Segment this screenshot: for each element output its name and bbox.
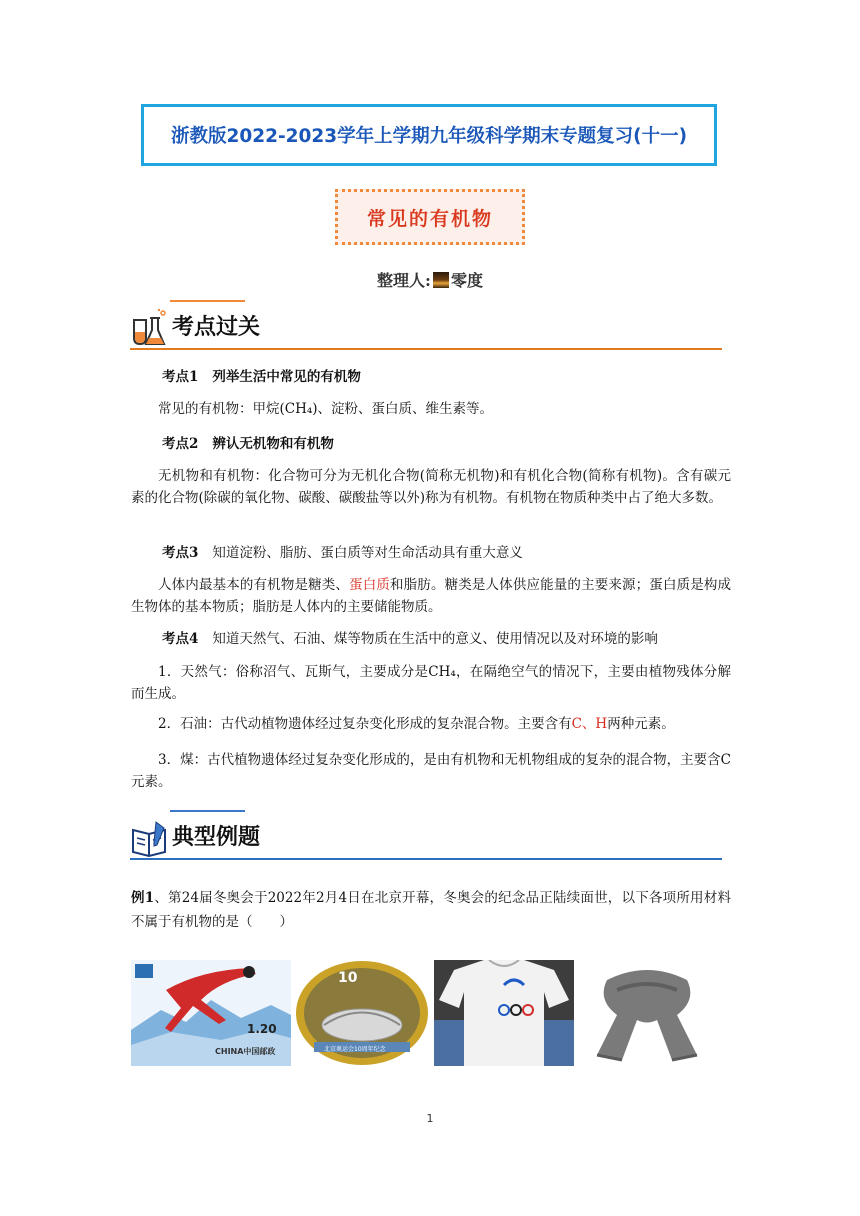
text-span: 人体内最基本的有机物是糖类、	[158, 577, 350, 593]
topic-title: 常见的有机物	[335, 189, 525, 245]
author-label: 整理人:	[377, 271, 431, 290]
image-scarf	[577, 960, 717, 1066]
kaodian-heading-text: 辨认无机物和有机物	[212, 436, 334, 452]
stamp-country: CHINA中国邮政	[215, 1047, 276, 1056]
highlight-text: 蛋白质	[349, 577, 391, 593]
example-images-row	[131, 960, 731, 1068]
author-line	[0, 268, 860, 291]
kaodian-label: 考点3	[162, 545, 199, 561]
kaodian-3-text	[131, 574, 731, 618]
section-header-examples	[130, 810, 722, 860]
author-avatar-icon	[433, 272, 449, 288]
kaodian-1-heading	[162, 366, 762, 388]
example-text: 、第24届冬奥会于2022年2月4日在北京开幕，冬奥会的纪念品正陆续面世，以下各项所用材料不属于有机物的是（ ）	[131, 890, 731, 930]
kaodian-label: 考点4	[162, 631, 199, 647]
section-header-kaodian	[130, 300, 722, 350]
stamp-value: 1.20	[247, 1022, 277, 1036]
image-tshirt	[434, 960, 574, 1066]
image-stamp	[131, 960, 291, 1066]
kaodian-heading-text: 知道天然气、石油、煤等物质在生活中的意义、使用情况以及对环境的影响	[212, 631, 658, 647]
kaodian-1-text: 常见的有机物：甲烷(CH₄)、淀粉、蛋白质、维生素等。	[158, 401, 494, 417]
section-title: 典型例题	[172, 825, 261, 850]
section-header-accent-line	[170, 300, 245, 302]
section-divider	[130, 348, 722, 350]
item-natural-gas: 1．天然气：俗称沼气、瓦斯气，主要成分是CH₄，在隔绝空气的情况下，主要由植物残体分解而生成。	[131, 664, 731, 702]
lab-flask-icon	[130, 308, 168, 348]
kaodian-2-heading	[162, 433, 762, 455]
coin-caption: 北京奥运会10周年纪念	[324, 1046, 386, 1053]
highlight-text: C、H	[571, 716, 608, 732]
author-name: 零度	[450, 271, 483, 290]
section-header-accent-line	[170, 810, 245, 812]
section-divider	[130, 858, 722, 860]
kaodian-label: 考点2	[162, 436, 199, 452]
document-title: 浙教版2022-2023学年上学期九年级科学期末专题复习(十一)	[141, 104, 717, 166]
kaodian-label: 考点1	[162, 369, 199, 385]
text-span: 两种元素。	[607, 716, 675, 732]
kaodian-4-heading	[162, 628, 762, 650]
kaodian-heading-text: 列举生活中常见的有机物	[212, 369, 361, 385]
item-coal: 3．煤：古代植物遗体经过复杂变化形成的，是由有机物和无机物组成的复杂的混合物，主要含C元素。	[131, 752, 731, 790]
example-1-question	[131, 886, 731, 934]
kaodian-2-text: 无机物和有机物：化合物可分为无机化合物(简称无机物)和有机化合物(简称有机物)。含有碳元素的化合物(除碳的氧化物、碳酸、碳酸盐等以外)称为有机物。有机物在物质种类中占了绝大多数。	[131, 468, 731, 506]
item-petroleum	[131, 713, 731, 735]
text-span: 2．石油：古代动植物遗体经过复杂变化形成的复杂混合物。主要含有	[158, 716, 572, 732]
image-commemorative-coin	[294, 960, 431, 1066]
kaodian-heading-text: 知道淀粉、脂肪、蛋白质等对生命活动具有重大意义	[212, 545, 523, 561]
kaodian-3-heading	[162, 542, 762, 564]
text-span: 和脂肪。糖类是人体供应能量的主要来源；蛋白质是构成生物体的基本物质；脂肪是人体内的主要储能物质。	[131, 577, 732, 615]
section-title: 考点过关	[172, 315, 261, 340]
open-book-icon	[130, 818, 168, 858]
page-number: 1	[426, 1112, 434, 1125]
example-label: 例1	[131, 890, 155, 906]
coin-value: 10	[338, 970, 358, 986]
